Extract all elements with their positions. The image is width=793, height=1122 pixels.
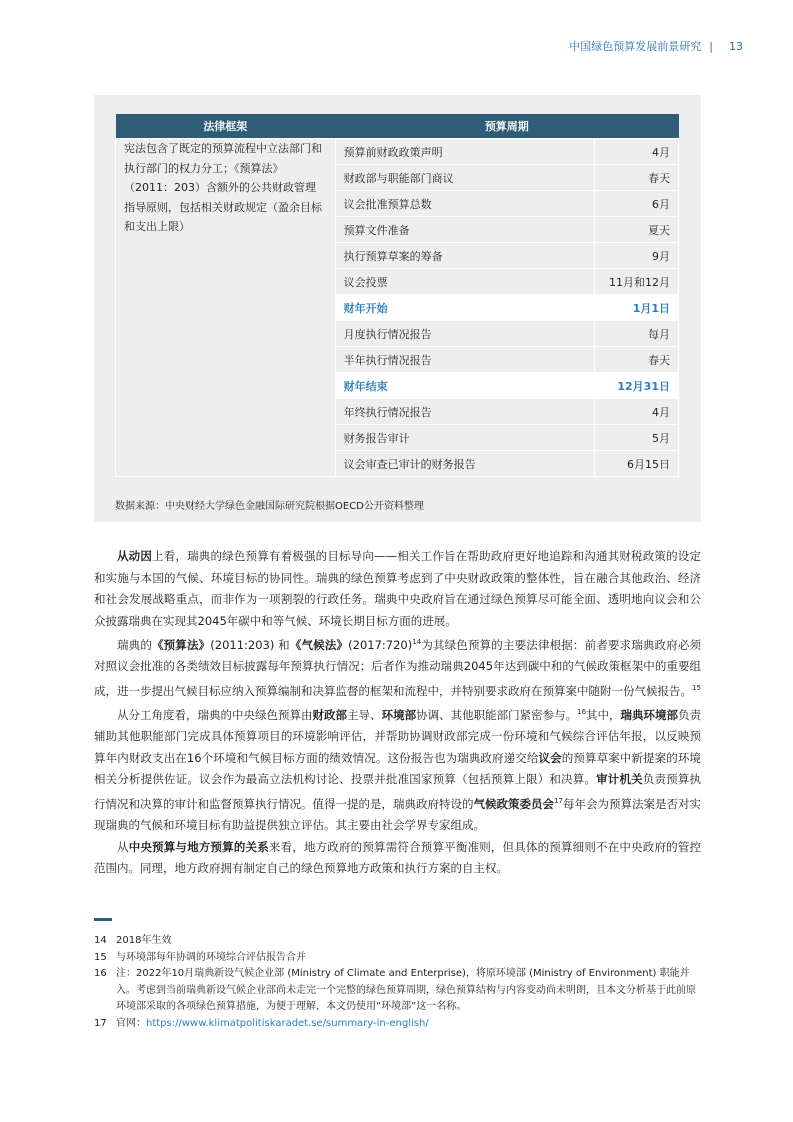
text-run: 每年会为预算法案是否对实现瑞典的气候和环境目标有助益提供独立评估。其主要由社会学界专家组成。 — [94, 796, 702, 833]
text-run: 负责预算执行情况和决算的审计和监督预算执行情况。值得一提的是，瑞典政府特设的 — [94, 772, 702, 811]
text-run: 来看，地方政府的预算需符合预算平衡准则，但具体的预算细则不在中央政府的管控范围内。同理，地方政府拥有制定自己的绿色预算地方政策和执行方案的自主权。 — [94, 839, 701, 876]
time-cell: 6月15日 — [595, 451, 679, 477]
budget-cycle-table — [115, 114, 679, 477]
stage-cell: 半年执行情况报告 — [335, 347, 594, 373]
table-body — [116, 139, 679, 477]
footnote-item — [94, 950, 704, 967]
bold-term: 环境部 — [381, 707, 417, 722]
stage-cell: 预算前财政政策声明 — [335, 139, 594, 165]
bold-term: 中央预算与地方预算的关系 — [128, 839, 269, 854]
table-row — [116, 139, 679, 165]
bold-term: 议会 — [538, 750, 562, 765]
footnote-text: 与环境部每年协调的环境综合评估报告合并 — [116, 951, 306, 963]
legal-framework-header: 法律框架 — [116, 114, 336, 139]
text-run: (2011:203) 和 — [210, 637, 290, 652]
time-cell: 每月 — [595, 321, 679, 347]
stage-cell: 议会审查已审计的财务报告 — [335, 451, 594, 477]
time-cell: 6月 — [595, 191, 679, 217]
paragraph — [94, 837, 701, 880]
stage-cell: 议会批准预算总数 — [335, 191, 594, 217]
footnote-item — [94, 933, 704, 950]
stage-cell: 财政部与职能部门商议 — [335, 165, 594, 191]
body-text — [94, 546, 701, 880]
table-header-row — [116, 114, 679, 139]
text-run: 为其绿色预算的主要法律根据：前者要求瑞典政府必须对照议会批准的各类绩效目标披露每年预算执行情况；后者作为推动瑞典2045年达到碳中和的气候政策框架中的重要组成，进一步提出气候目标应纳入预算编制和决算监督的框架和流程中，并特别要求政府在预算案中随附一份气候报告。 — [94, 637, 702, 698]
text-run: (2017:720) — [348, 637, 413, 652]
text-run: 瑞典的 — [117, 637, 152, 652]
footnote-text: 注：2022年10月瑞典新设气候企业部 (Ministry of Climate and Enterprise)，将原环境部 (Ministry of Environment) 职能并入。考虑到当前瑞典新设气候企业部尚未走完一个完整的绿色预算周期，绿色预算结构与内容变动尚未明朗，且本文分析基于此前原环境部采取的各项绿色预算措施，为便于理解，本文仍使用“环境部”这一名称。 — [116, 968, 696, 1012]
header-separator: | — [709, 39, 713, 53]
stage-cell: 年终执行情况报告 — [335, 399, 594, 425]
footnote-text: 2018年生效 — [116, 935, 172, 946]
time-cell: 5月 — [595, 425, 679, 451]
stage-cell: 财年结束 — [335, 373, 594, 399]
stage-cell: 财务报告审计 — [335, 425, 594, 451]
footnote-number: 15 — [94, 951, 107, 963]
text-run: 上看，瑞典的绿色预算有着极强的目标导向——相关工作旨在帮助政府更好地追踪和沟通其财税政策的设定和实施与本国的气候、环境目标的协同性。瑞典的绿色预算考虑到了中央财政政策的整体性，旨在融合其他政治、经济和社会发展战略重点，而非作为一项割裂的行政任务。瑞典中央政府旨在通过绿色预算尽可能全面、透明地向议会和公众披露瑞典在实现其2045年碳中和等气候、环境长期目标方面的进展。 — [94, 549, 701, 628]
legal-framework-text: 宪法包含了既定的预算流程中立法部门和执行部门的权力分工；《预算法》（2011：203）含额外的公共财政管理指导原则，包括相关财政规定（盈余目标和支出上限） — [116, 139, 336, 477]
stage-cell: 执行预算草案的筹备 — [335, 243, 594, 269]
text-run: 从分工角度看，瑞典的中央绿色预算由 — [117, 707, 313, 722]
stage-cell: 预算文件准备 — [335, 217, 594, 243]
footnotes — [94, 933, 704, 1032]
paragraph — [94, 702, 701, 837]
running-header — [569, 38, 743, 54]
footnote-text: 官网： — [116, 1017, 146, 1029]
stage-cell: 财年开始 — [335, 295, 594, 321]
time-cell: 4月 — [595, 139, 679, 165]
paragraph — [94, 546, 701, 632]
footnote-ref: 15 — [692, 683, 701, 692]
time-cell: 春天 — [595, 165, 679, 191]
bold-term: 审计机关 — [596, 772, 643, 787]
time-cell: 春天 — [595, 347, 679, 373]
website-link[interactable]: https://www.klimatpolitiskaradet.se/summary-in-english/ — [146, 1017, 429, 1029]
footnote-number: 16 — [94, 968, 107, 979]
text-run: 负责辅助其他职能部门完成具体预算项目的环境影响评估，并帮助协调财政部完成一份环境和气候综合评估年报，以反映预算年内财政支出在16个环境和气候目标方面的绩效情况。这份报告也为瑞典政府递交给 — [94, 707, 702, 765]
footnote-item — [94, 966, 704, 1016]
time-cell: 1月1日 — [595, 295, 679, 321]
time-cell: 11月和12月 — [595, 269, 679, 295]
bold-term: 瑞典环境部 — [620, 707, 679, 722]
budget-cycle-header: 预算周期 — [335, 114, 678, 139]
text-run: 其中， — [586, 707, 621, 722]
footnote-number: 17 — [94, 1017, 107, 1029]
bold-term: 气候政策委员会 — [473, 796, 555, 811]
footnote-ref: 17 — [554, 796, 563, 805]
text-run: 主导、 — [347, 707, 382, 722]
footnote-ref: 16 — [577, 708, 587, 717]
stage-cell: 议会投票 — [335, 269, 594, 295]
text-run: 从 — [117, 839, 129, 854]
footnote-item — [94, 1016, 704, 1033]
footnote-ref: 14 — [412, 638, 422, 646]
report-title: 中国绿色预算发展前景研究 — [569, 40, 702, 53]
time-cell: 12月31日 — [595, 373, 679, 399]
time-cell: 4月 — [595, 399, 679, 425]
text-run: 协调、其他职能部门紧密参与。 — [416, 707, 578, 722]
footnote-number: 14 — [94, 935, 107, 946]
bold-term: 财政部 — [312, 707, 348, 722]
bold-term: 从动因 — [117, 549, 153, 563]
time-cell: 9月 — [595, 243, 679, 269]
paragraph — [94, 632, 701, 702]
table-source: 数据来源：中央财经大学绿色金融国际研究院根据OECD公开资料整理 — [115, 501, 424, 512]
stage-cell: 月度执行情况报告 — [335, 321, 594, 347]
page-number: 13 — [729, 39, 743, 53]
text-run: 的预算草案中新提案的环境相关分析提供佐证。议会作为最高立法机构讨论、投票并批准国家预算（包括预算上限）和决算。 — [94, 750, 701, 787]
time-cell: 夏天 — [595, 217, 679, 243]
bold-term: 《预算法》 — [151, 637, 211, 652]
bold-term: 《气候法》 — [289, 637, 349, 652]
footnote-rule — [94, 918, 112, 921]
